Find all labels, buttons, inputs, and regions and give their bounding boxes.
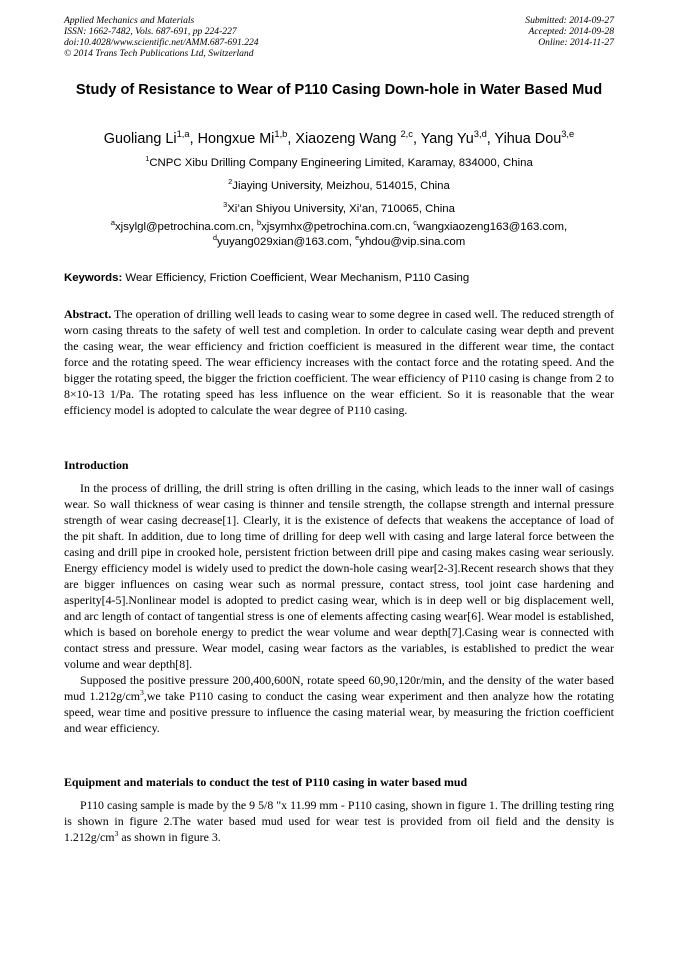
journal-doi: doi:10.4028/www.scientific.net/AMM.687-691.224	[64, 37, 259, 48]
author: Yang Yu$^{3,d}$,	[420, 129, 495, 147]
keywords	[64, 271, 614, 285]
affiliation-2: $^2$Jiaying University, Meizhou, 514015, China	[228, 177, 450, 192]
paper-title: Study of Resistance to Wear of P110 Casing Down-hole in Water Based Mud	[75, 82, 603, 98]
email-line-1: $^a$xjsylgl@petrochina.com.cn, $^b$xjsymhx@petrochina.com.cn, $^c$wangxiaozeng163@163.com,	[110, 218, 568, 233]
equipment-body	[64, 797, 614, 845]
author: Xiaozeng Wang $^{2,c}$,	[295, 129, 421, 147]
equipment-paragraph-1: P110 casing sample is made by the 9 5/8 "x 11.99 mm - P110 casing, shown in figure 1. The drilling testing ring is shown in figure 2.The water based mud used for wear test is provided from oil field and the density is $1.212g/cm^3$ as shown in figure 3.	[64, 798, 614, 844]
keywords-text: Wear Efficiency, Friction Coefficient, Wear Mechanism, P110 Casing	[122, 272, 470, 284]
affiliation-1: $^1$CNPC Xibu Drilling Company Engineering Limited, Karamay, 834000, China	[145, 154, 533, 169]
submitted-date: Submitted: 2014-09-27	[525, 15, 614, 26]
journal-name: Applied Mechanics and Materials	[64, 15, 195, 26]
email-line-2: $^d$yuyang029xian@163.com, $^e$yhdou@vip.sina.com	[212, 233, 466, 248]
equipment-heading: Equipment and materials to conduct the test of P110 casing in water based mud	[64, 775, 468, 789]
author: Yihua Dou$^{3,e}$	[494, 129, 575, 147]
introduction-heading: Introduction	[64, 458, 129, 472]
accepted-date: Accepted: 2014-09-28	[528, 26, 614, 37]
keywords-label: Keywords:	[64, 272, 123, 284]
abstract-label: Abstract.	[64, 307, 112, 321]
publication-dates	[525, 15, 614, 48]
introduction-body	[64, 480, 614, 736]
author-emails	[40, 220, 638, 250]
author-list	[40, 129, 638, 149]
author: Hongxue Mi$^{1,b}$,	[197, 129, 296, 147]
introduction-paragraph-2: Supposed the positive pressure 200,400,600N, rotate speed 60,90,120r/min, and the density of the water based mud $1.212g/cm^3,we$ take P110 casing to conduct the casing wear experiment and then analyze how the rotating speed, wear time and positive pressure to influence the casing material wear, by measuring the friction coefficient and wear efficiency.	[64, 673, 614, 735]
journal-header	[64, 15, 259, 59]
journal-issn: ISSN: 1662-7482, Vols. 687-691, pp 224-227	[64, 26, 237, 37]
online-date: Online: 2014-11-27	[538, 37, 614, 48]
journal-copyright: © 2014 Trans Tech Publications Ltd, Switzerland	[64, 48, 254, 59]
introduction-paragraph-1: In the process of drilling, the drill string is often drilling in the casing, which leads to the inner wall of casings wear. So wall thickness of wear casing is thinner and tensile strength, the collapse strength and internal pressure strength of wear casing decrease[1]. Clearly, it is the existence of defects that weakens the acceptance of load of the pit shaft. In addition, due to long time of drilling for deep well with casing and large lateral force between the casing and drill pipe in crooked hole, persistent friction between drill pipe and casing makes casing wear seriously. Energy efficiency model is widely used to predict the down-hole casing wear[2-3].Recent research shows that they are bigger influences on casing wear such as normal pressure, contact stress, tool joint case hardening and asperity[4-5].Nonlinear model is adopted to predict casing wear, which is in deep well or big displacement well, and arc length of contact of tangential stress is one of elements affecting casing wear[6]. Wear model is established, which is based on borehole energy to predict the wear volume and wear depth[7].Casing wear is connected with contact stress and pressure. Wear model, casing wear factors as the variables, is established to predict the wear volume and wear depth[8].	[64, 481, 615, 671]
author: Guoliang Li$^{1,a}$,	[103, 129, 198, 147]
abstract-text: The operation of drilling well leads to casing wear to some degree in cased well. The reduced strength of worn casing threats to the safety of well test and completion. In order to calculate casing wear depth and prevent the casing wear, the wear efficiency and friction coefficient is measured in the different wear time, the contact force and the rotating speed. The wear efficiency increases with the contact force and the rotating speed. And the bigger the rotating speed, the bigger the friction coefficient. The wear efficiency of P110 casing is change from 2 to 8×10-13 1/Pa. The rotating speed has less influence on the wear efficient. So it is reasonable that the wear efficiency model is adopted to calculate the wear degree of P110 casing.	[64, 307, 614, 417]
abstract	[64, 306, 614, 418]
affiliation-3: $^3$Xi’an Shiyou University, Xi’an, 710065, China	[223, 200, 455, 215]
